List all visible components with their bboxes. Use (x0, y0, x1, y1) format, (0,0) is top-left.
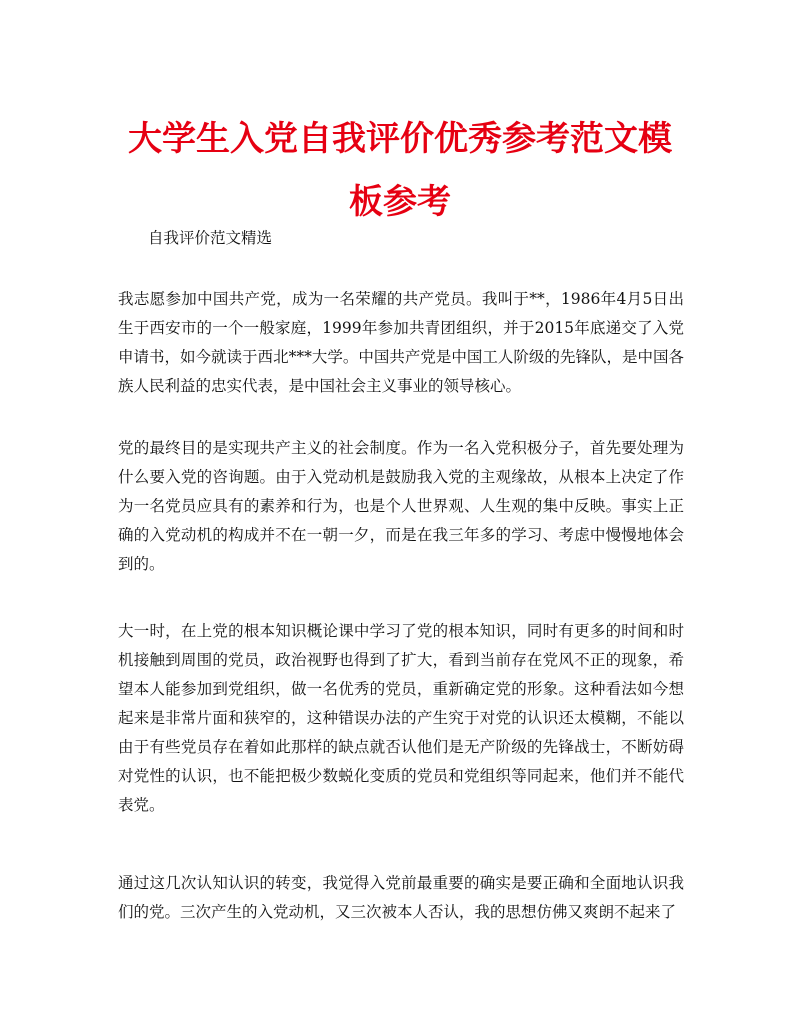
paragraph-3: 大一时，在上党的根本知识概论课中学习了党的根本知识，同时有更多的时间和时机接触到周围的党员，政治视野也得到了扩大，看到当前存在党风不正的现象，希望本人能参加到党组织，做一名优秀的党员，重新确定党的形象。这种看法如今想起来是非常片面和狭窄的，这种错误办法的产生究于对党的认识还太模糊，不能以由于有些党员存在着如此那样的缺点就否认他们是无产阶级的先锋战士，不断妨碍对党性的认识，也不能把极少数蜕化变质的党员和党组织等同起来，他们并不能代表党。 (118, 622, 684, 814)
document-subtitle: 自我评价范文精选 (148, 229, 273, 247)
document-title: 大学生入党自我评价优秀参考范文模板参考 (128, 119, 672, 222)
paragraph-2: 党的最终目的是实现共产主义的社会制度。作为一名入党积极分子，首先要处理为什么要入党的咨询题。由于入党动机是鼓励我入党的主观缘故，从根本上决定了作为一名党员应具有的素养和行为，也是个人世界观、人生观的集中反映。事实上正确的入党动机的构成并不在一朝一夕，而是在我三年多的学习、考虑中慢慢地体会到的。 (118, 439, 684, 573)
paragraph-1: 我志愿参加中国共产党，成为一名荣耀的共产党员。我叫于**，1986年4月5日出生于西安市的一个一般家庭，1999年参加共青团组织，并于2015年底递交了入党申请书，如今就读于西北***大学。中国共产党是中国工人阶级的先锋队，是中国各族人民利益的忠实代表，是中国社会主义事业的领导核心。 (118, 290, 684, 395)
paragraph-4: 通过这几次认知认识的转变，我觉得入党前最重要的确实是要正确和全面地认识我们的党。三次产生的入党动机，又三次被本人否认，我的思想仿佛又爽朗不起来了 (118, 874, 684, 921)
